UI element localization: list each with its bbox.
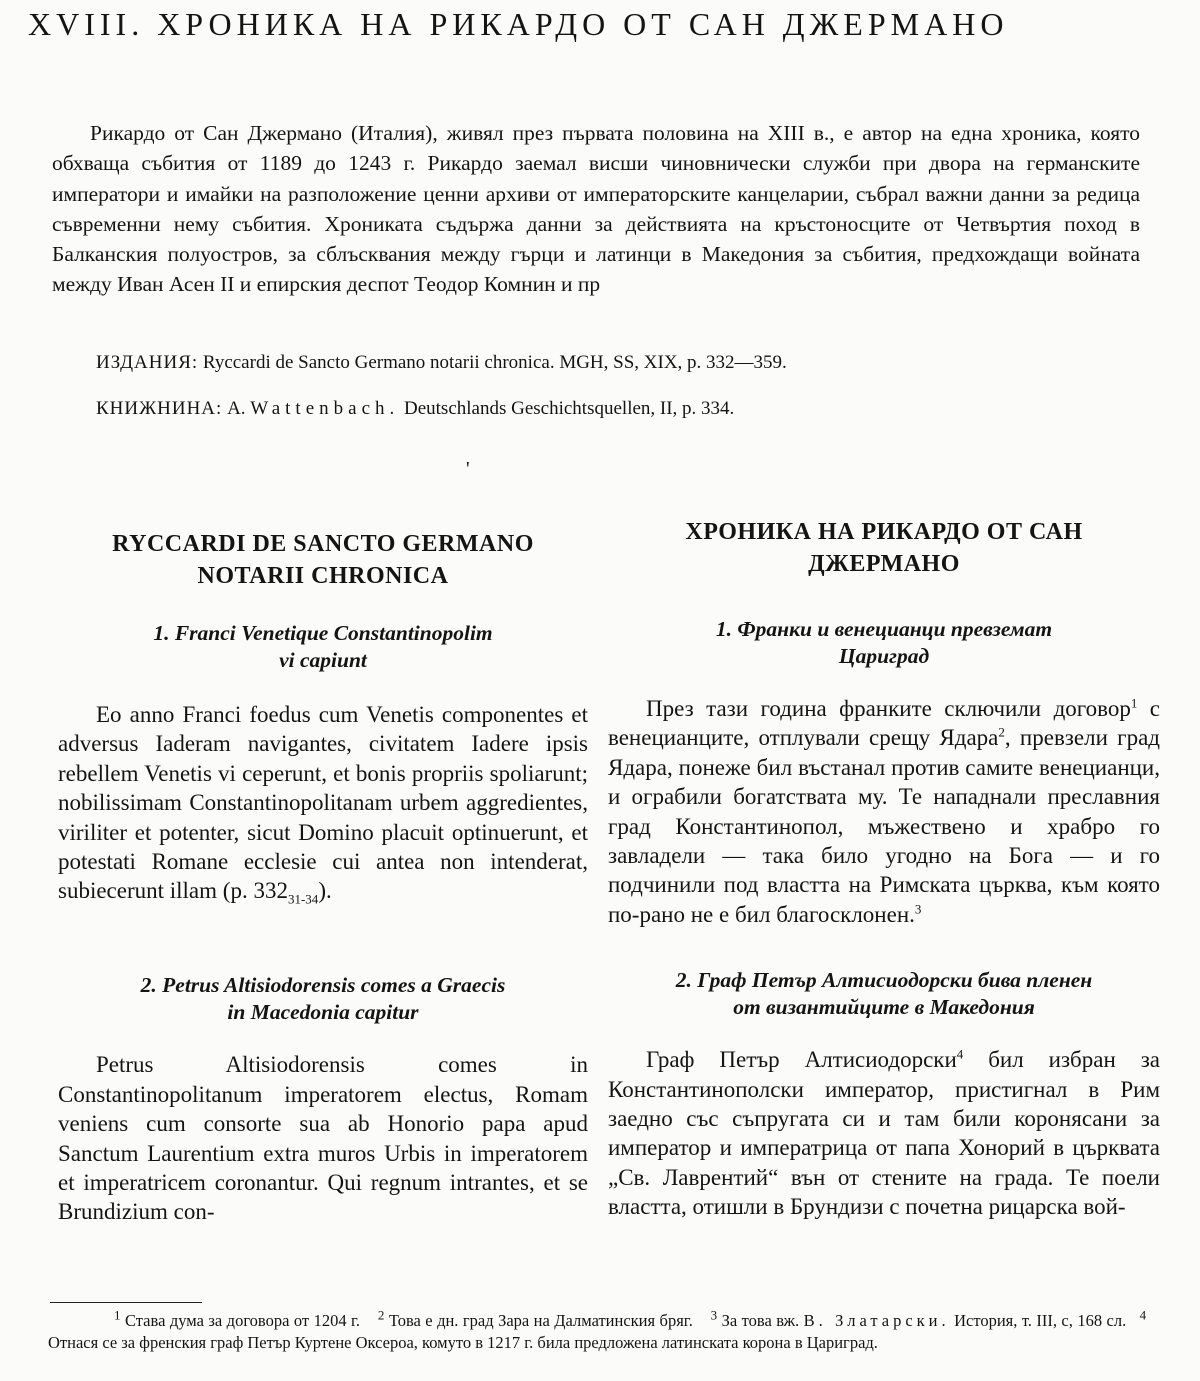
- bulgarian-section1-text: [608, 694, 1160, 929]
- latin-section1-title-line1: 1. Franci Venetique Constantinopolim: [153, 621, 493, 645]
- page-title: XVIII. ХРОНИКА НА РИКАРДО ОТ САН ДЖЕРМАНО: [28, 6, 1009, 42]
- footnote-1: Става дума за договора от 1204 г.: [124, 1311, 361, 1330]
- latin-column: [58, 528, 588, 1227]
- footnote-3a: За това вж.: [721, 1311, 800, 1330]
- bulgarian-title-line2: ДЖЕРМАНО: [808, 551, 960, 577]
- bulgarian-s1-part3: , превзели град Ядара, понеже бил въстанал против самите венецианци, и ограбили богатствата му. Те нападнали преславния град Константинопол, мъжествено и храбро го завладели — така било угодно на Бога — и го подчинили под властта на Римската църква, към която по-рано не е бил благосклонен.: [608, 725, 1160, 927]
- literature-author: Wattenbach.: [250, 398, 400, 419]
- bulgarian-section1-title: [608, 616, 1160, 670]
- bulgarian-section2-title-line2: от византийците в Македония: [733, 995, 1035, 1020]
- footnote-mark-4: 4: [1139, 1307, 1147, 1323]
- footnote-4: Отнася се за френския граф Петър Куртене Оксероа, комуто в 1217 г. била предложена латинската корона в Цариград.: [48, 1333, 878, 1352]
- stray-mark: ': [466, 458, 470, 480]
- latin-section1-body: Eo anno Franci foedus cum Venetis componentes et adversus Iaderam navigantes, civitatem Iadere ipsis rebellem Venetis vi ceperunt, et bonis propriis spoliarunt; nobilissimam Constantinopolitanam urbem aggredientes, viriliter et potenter, sicut Domino placuit optinuerunt, et potestati Romane ecclesie cui antea non intenderat, subiecerunt illam: [58, 702, 588, 904]
- footnote-mark-3: 3: [710, 1307, 718, 1323]
- footnote-ref-4: 4: [956, 1046, 964, 1062]
- latin-section1-title-line2: vi capiunt: [279, 648, 367, 672]
- footnote-divider: [50, 1302, 202, 1303]
- latin-title: [58, 528, 588, 592]
- bulgarian-title: [608, 516, 1160, 580]
- latin-section2-title-line2: in Macedonia capitur: [227, 1000, 419, 1025]
- citation-lines: 31-34: [287, 892, 319, 908]
- bulgarian-section1-title-line1: 1. Франки и венецианци превземат: [715, 617, 1053, 641]
- editions-line: [96, 352, 787, 374]
- bulgarian-s1-part1: През тази година франките сключили договор: [646, 696, 1131, 721]
- latin-section1-text: [58, 700, 588, 914]
- latin-section1-title: [58, 620, 588, 674]
- intro-paragraph: Рикардо от Сан Джермано (Италия), живял през първата половина на XIII в., е автор на една хроника, която обхваща събития от 1189 до 1243 г. Рикардо заемал висши чиновнически служби при двора на германските императори и имайки на разположение ценни архиви от императорските канцеларии, събрал важни данни за редица съвременни нему събития. Хрониката съдържа данни за действията на кръстоносците от Четвъртия поход в Балканския полуостров, за сблъсквания между гърци и латинци в Македония за събития, предхождащи войната между Иван Асен II и епирския деспот Теодор Комнин и пр: [52, 121, 1140, 297]
- editions-text: Ryccardi de Sancto Germano notarii chronica. MGH, SS, XIX, p. 332—359.: [202, 352, 787, 373]
- bulgarian-section2-title: [608, 967, 1160, 1021]
- bulgarian-s2-part1: Граф Петър Алтисиодорски: [646, 1047, 957, 1073]
- footnote-3-author: В. Златарски.: [803, 1311, 950, 1330]
- citation-end: ).: [318, 878, 332, 904]
- latin-section2-title-line1: 2. Petrus Altisiodorensis comes a Graecis: [140, 973, 506, 998]
- bulgarian-s1-part2: с венецианците, отплували срещу Ядара: [608, 696, 1160, 751]
- footnote-ref-1: 1: [1130, 695, 1138, 711]
- editions-label: ИЗДАНИЯ:: [96, 352, 199, 373]
- bulgarian-section1-title-line2: Цариград: [838, 644, 930, 668]
- latin-section2-title: [58, 972, 588, 1026]
- footnote-2: Това е дн. град Зара на Далматинския бряг.: [388, 1311, 693, 1330]
- latin-title-line1: RYCCARDI DE SANCTO GERMANO: [112, 531, 534, 557]
- bulgarian-section2-title-line1: 2. Граф Петър Алтисиодорски бива пленен: [675, 968, 1093, 993]
- footnote-3b: История, т. III, с, 168 сл.: [954, 1311, 1127, 1330]
- bulgarian-column: [608, 519, 1160, 1222]
- bulgarian-s2-part2: бил избран за Константинополски император, пристигнал в Рим заедно със съпругата си и там били коронясани за император и императрица от папа Хонорий в църквата „Св. Лаврентий“ вън от стените на града. Те поели властта, отишли в Брундизи с почетна рицарска вой-: [608, 1047, 1160, 1220]
- footnote-mark-1: 1: [114, 1307, 121, 1323]
- footnotes: [48, 1307, 1147, 1354]
- latin-section2-text: Petrus Altisiodorensis comes in Constantinopolitanum imperatorem electus, Romam veniens cum consorte sua ab Honorio papa apud Sanctum Laurentium extra muros Urbis in imperatorem et imperatricem coronantur. Qui regnum intrantes, et se Brundizium con-: [58, 1052, 588, 1225]
- bulgarian-section2-text: [608, 1045, 1160, 1221]
- literature-line: [96, 398, 734, 420]
- footnote-mark-2: 2: [377, 1307, 385, 1323]
- footnote-ref-3: 3: [914, 901, 922, 917]
- bulgarian-title-line1: ХРОНИКА НА РИКАРДО ОТ САН: [685, 519, 1083, 545]
- latin-section1-citation: [222, 878, 332, 908]
- literature-text: Deutschlands Geschichtsquellen, II, p. 334.: [404, 398, 735, 419]
- literature-initial: A.: [227, 398, 246, 419]
- citation-page: (p. 332: [222, 878, 288, 904]
- footnote-ref-2: 2: [998, 724, 1005, 740]
- latin-title-line2: NOTARII CHRONICA: [197, 563, 449, 589]
- literature-label: КНИЖНИНА:: [96, 398, 223, 419]
